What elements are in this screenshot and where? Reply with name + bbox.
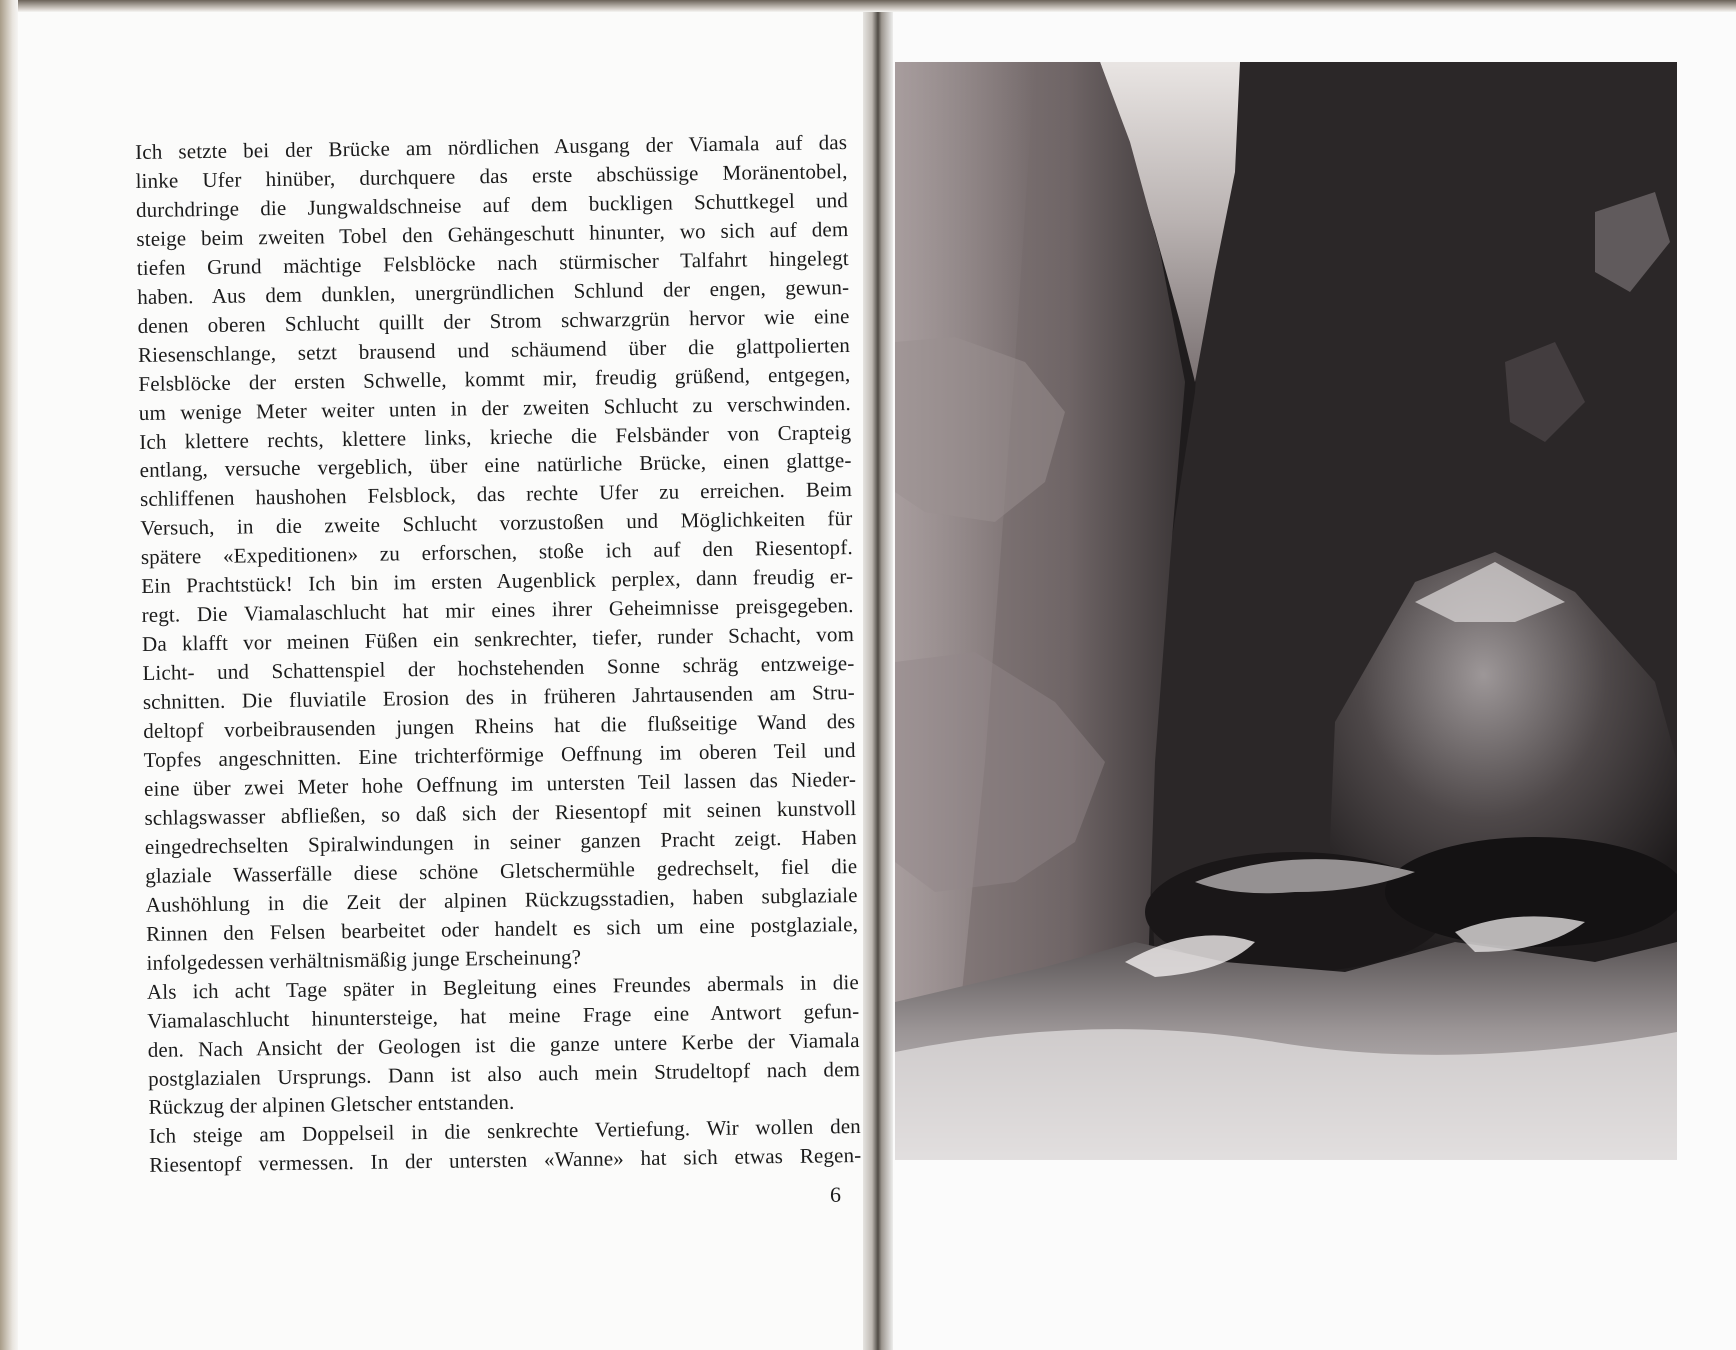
scan-top-edge: [0, 0, 1736, 12]
text-line: Aushöhlung in die Zeit der alpinen Rückzugsstadien, haben subglaziale: [145, 882, 858, 917]
text-line: eine über zwei Meter hohe Oeffnung im untersten Teil lassen das Nieder-: [143, 766, 857, 801]
text-line: haben. Aus dem dunklen, unergründlichen Schlund der engen, gewun-: [137, 274, 850, 309]
text-line: Ich setzte bei der Brücke am nördlichen Ausgang der Viamala auf das: [135, 130, 848, 164]
body-text: [135, 128, 861, 1180]
text-line: Riesenschlange, setzt brausend und schäumend über die glattpolierten: [137, 332, 851, 367]
text-line: eingedrechselten Spiralwindungen in seiner ganzen Pracht zeigt. Haben: [144, 824, 857, 859]
text-line: linke Ufer hinüber, durchquere das erste abschüssige Moränentobel,: [135, 159, 848, 193]
text-line: durchdringe die Jungwaldschneise auf dem buckligen Schuttkegel und: [135, 187, 849, 222]
page-number: 6: [830, 1182, 841, 1207]
text-line: glaziale Wasserfälle diese schöne Gletschermühle gedrechselt, fiel die: [145, 853, 858, 888]
text-line: Versuch, in die zweite Schlucht vorzustoßen und Möglichkeiten für: [140, 506, 853, 541]
text-line: Ich steige am Doppelseil in die senkrechte Vertiefung. Wir wollen den: [148, 1114, 862, 1149]
text-line: deltopf vorbeibrausenden jungen Rheins hat die flußseitige Wand des: [143, 709, 856, 744]
text-line: Ich klettere rechts, klettere links, krieche die Felsbänder von Crapteig: [139, 419, 852, 454]
text-line: den. Nach Ansicht der Geologen ist die ganze untere Kerbe der Viamala: [147, 1027, 860, 1062]
text-line: schlagswasser abfließen, so daß sich der Riesentopf mit seinen kunstvoll: [144, 795, 857, 830]
scan-left-edge: [0, 0, 18, 1350]
gorge-photograph: [895, 62, 1677, 1160]
text-line: schnitten. Die fluviatile Erosion des in früheren Jahrtausenden am Stru-: [142, 680, 855, 715]
text-line: Felsblöcke der ersten Schwelle, kommt mir, freudig grüßend, entgegen,: [138, 361, 851, 396]
text-line: steige beim zweiten Tobel den Gehängeschutt hinunter, wo sich auf dem: [136, 216, 849, 251]
text-line: denen oberen Schlucht quillt der Strom schwarzgrün hervor wie eine: [137, 303, 850, 338]
text-line: infolgedessen verhältnismäßig junge Erscheinung?: [146, 944, 582, 975]
text-line: spätere «Expeditionen» zu erforschen, stoße ich auf den Riesentopf.: [140, 535, 853, 570]
text-line: tiefen Grund mächtige Felsblöcke nach stürmischer Talfahrt hingelegt: [136, 245, 849, 280]
text-line: Riesentopf vermessen. In der untersten «Wanne» hat sich etwas Regen-: [149, 1143, 862, 1178]
text-line: Topfes angeschnitten. Eine trichterförmige Oeffnung im oberen Teil und: [143, 738, 856, 772]
text-line: um wenige Meter weiter unten in der zweiten Schlucht zu verschwinden.: [138, 390, 851, 425]
text-line: Rückzug der alpinen Gletscher entstanden.: [148, 1090, 515, 1120]
text-line: Licht- und Schattenspiel der hochstehenden Sonne schräg entzweige-: [142, 651, 855, 686]
book-gutter: [863, 0, 893, 1350]
text-line: Ein Prachtstück! Ich bin im ersten Augenblick perplex, dann freudig er-: [141, 564, 854, 599]
text-line: Da klafft vor meinen Füßen ein senkrechter, tiefer, runder Schacht, vom: [141, 622, 855, 657]
text-line: Als ich acht Tage später in Begleitung eines Freundes abermals in die: [146, 969, 860, 1004]
text-line: schliffenen haushohen Felsblock, das rechte Ufer zu erreichen. Beim: [139, 477, 853, 512]
text-line: regt. Die Viamalaschlucht hat mir eines ihrer Geheimnisse preisgegeben.: [141, 593, 854, 628]
text-line: entlang, versuche vergeblich, über eine natürliche Brücke, einen glattge-: [139, 448, 852, 483]
text-line: Rinnen den Felsen bearbeitet oder handelt es sich um eine postglaziale,: [145, 911, 859, 946]
text-line: Viamalaschlucht hinuntersteige, hat meine Frage eine Antwort gefun-: [147, 998, 860, 1033]
text-line: postglazialen Ursprungs. Dann ist also auch mein Strudeltopf nach dem: [147, 1056, 861, 1091]
